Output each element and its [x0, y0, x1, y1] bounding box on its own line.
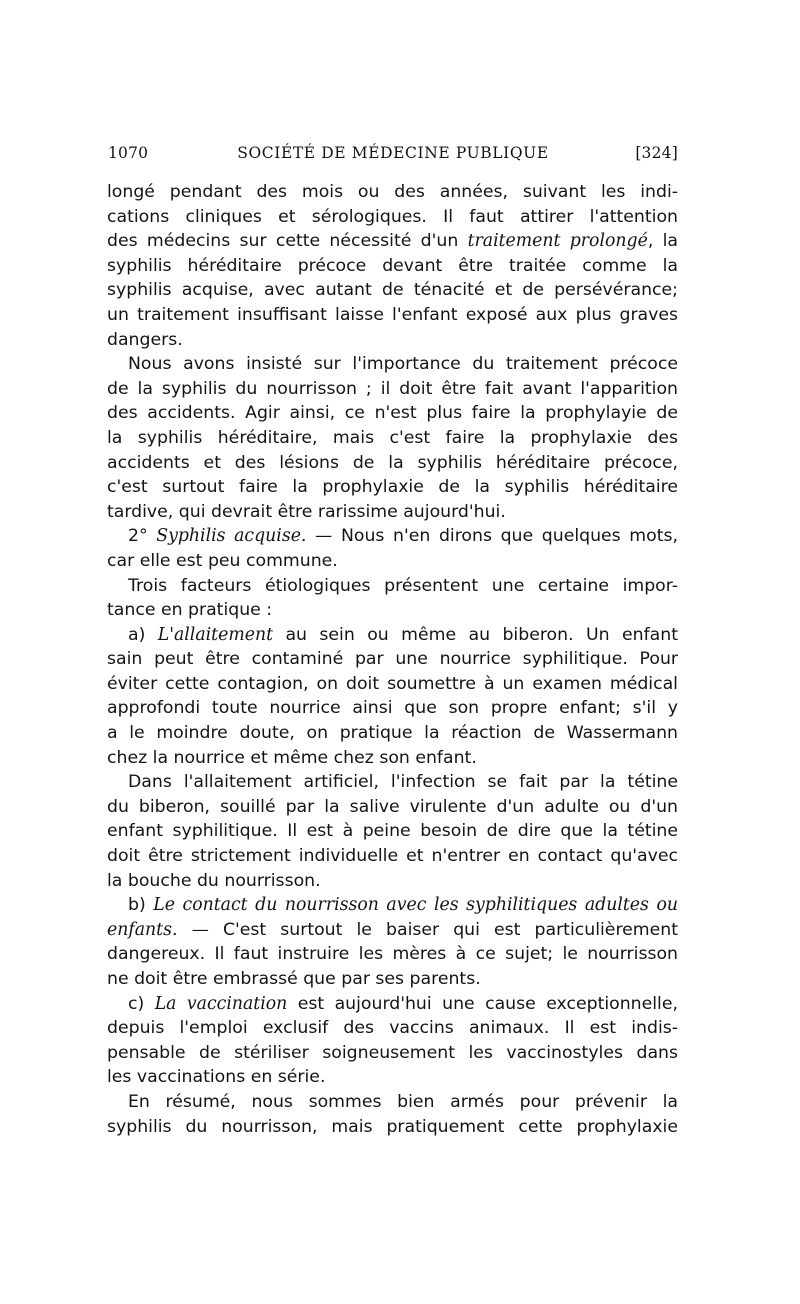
- text-line: longé pendant des mois ou des années, suivant les indi-: [107, 182, 678, 202]
- item-label: b): [128, 895, 154, 916]
- emphasis: traitement prolongé: [467, 231, 648, 252]
- text-line: enfant syphilitique. Il est à peine besoin de dire que la tétine: [107, 821, 678, 842]
- text-span: , la: [647, 231, 678, 252]
- emphasis: La vaccination: [154, 993, 288, 1014]
- section-number: 2°: [128, 526, 157, 547]
- text-line: doit être strictement individuelle et n'entrer en contact qu'avec: [107, 846, 678, 867]
- text-line: la syphilis héréditaire, mais c'est faire la prophylaxie des: [107, 427, 678, 448]
- text-line: accidents et des lésions de la syphilis héréditaire précoce,: [107, 452, 678, 473]
- text-line: car elle est peu commune.: [107, 550, 338, 571]
- page-reference: [324]: [635, 144, 678, 162]
- text-span: est aujourd'hui une cause exceptionnelle,: [287, 993, 678, 1014]
- text-line: ne doit être embrassé que par ses parents.: [107, 969, 481, 989]
- emphasis: enfants.: [107, 919, 178, 940]
- text-line: Trois facteurs étiologiques présentent une certaine impor-: [128, 575, 678, 596]
- list-item-line: [107, 623, 678, 648]
- list-item-line: [107, 893, 678, 918]
- section-heading-line: [107, 524, 678, 549]
- text-line: syphilis du nourrisson, mais pratiquement cette prophylaxie: [107, 1116, 678, 1137]
- text-line: Dans l'allaitement artificiel, l'infection se fait par la tétine: [128, 772, 678, 793]
- list-item-line: [107, 992, 678, 1017]
- text-line: des accidents. Agir ainsi, ce n'est plus faire la prophylayie de: [107, 403, 678, 424]
- page-header: [108, 144, 678, 168]
- text-line: éviter cette contagion, on doit soumettre à un examen médical: [107, 673, 678, 694]
- text-line: En résumé, nous sommes bien armés pour prévenir la: [128, 1091, 678, 1112]
- page-number: 1070: [108, 144, 149, 162]
- text-line: sain peut être contaminé par une nourrice syphilitique. Pour: [107, 649, 678, 670]
- text-line: depuis l'emploi exclusif des vaccins animaux. Il est indis-: [107, 1018, 678, 1039]
- text-line: dangereux. Il faut instruire les mères à ce sujet; le nourrisson: [107, 944, 678, 965]
- emphasis: L'allaitement: [157, 624, 274, 645]
- text-span: des médecins sur cette nécessité d'un: [107, 231, 468, 252]
- text-line: Nous avons insisté sur l'importance du traitement précoce: [128, 354, 678, 375]
- text-span: au sein ou même au biberon. Un enfant: [273, 624, 678, 645]
- text-line: pensable de stériliser soigneusement les vaccinostyles dans: [107, 1042, 678, 1063]
- text-line: un traitement insuffisant laisse l'enfant exposé aux plus graves: [107, 304, 678, 325]
- text-line: [107, 918, 678, 943]
- item-label: c): [128, 993, 155, 1014]
- text-line: [107, 229, 678, 254]
- text-line: c'est surtout faire la prophylaxie de la syphilis héréditaire: [107, 477, 678, 498]
- text-span: — Nous n'en dirons que quelques mots,: [306, 526, 678, 547]
- body-text: [107, 180, 678, 1139]
- text-line: du biberon, souillé par la salive virulente d'un adulte ou d'un: [107, 796, 678, 817]
- section-title: Syphilis acquise.: [156, 526, 307, 547]
- item-label: a): [128, 624, 158, 645]
- text-line: les vaccinations en série.: [107, 1067, 326, 1088]
- running-title: SOCIÉTÉ DE MÉDECINE PUBLIQUE: [237, 144, 549, 162]
- text-line: a le moindre doute, on pratique la réaction de Wassermann: [107, 723, 678, 744]
- text-line: tance en pratique :: [107, 600, 273, 621]
- text-line: syphilis héréditaire précoce devant être traitée comme la: [107, 255, 678, 276]
- text-line: syphilis acquise, avec autant de ténacité et de persévérance;: [107, 280, 678, 301]
- text-line: de la syphilis du nourrisson ; il doit être fait avant l'apparition: [107, 378, 678, 399]
- text-line: la bouche du nourrisson.: [107, 870, 321, 891]
- text-line: cations cliniques et sérologiques. Il faut attirer l'attention: [107, 206, 678, 227]
- text-line: approfondi toute nourrice ainsi que son propre enfant; s'il y: [107, 698, 678, 719]
- emphasis: Le contact du nourrisson avec les syphilitiques adultes ou: [153, 895, 678, 916]
- text-span: — C'est surtout le baiser qui est particulièrement: [177, 919, 678, 940]
- text-line: chez la nourrice et même chez son enfant.: [107, 747, 477, 768]
- text-line: dangers.: [107, 329, 183, 350]
- text-line: tardive, qui devrait être rarissime aujourd'hui.: [107, 501, 506, 522]
